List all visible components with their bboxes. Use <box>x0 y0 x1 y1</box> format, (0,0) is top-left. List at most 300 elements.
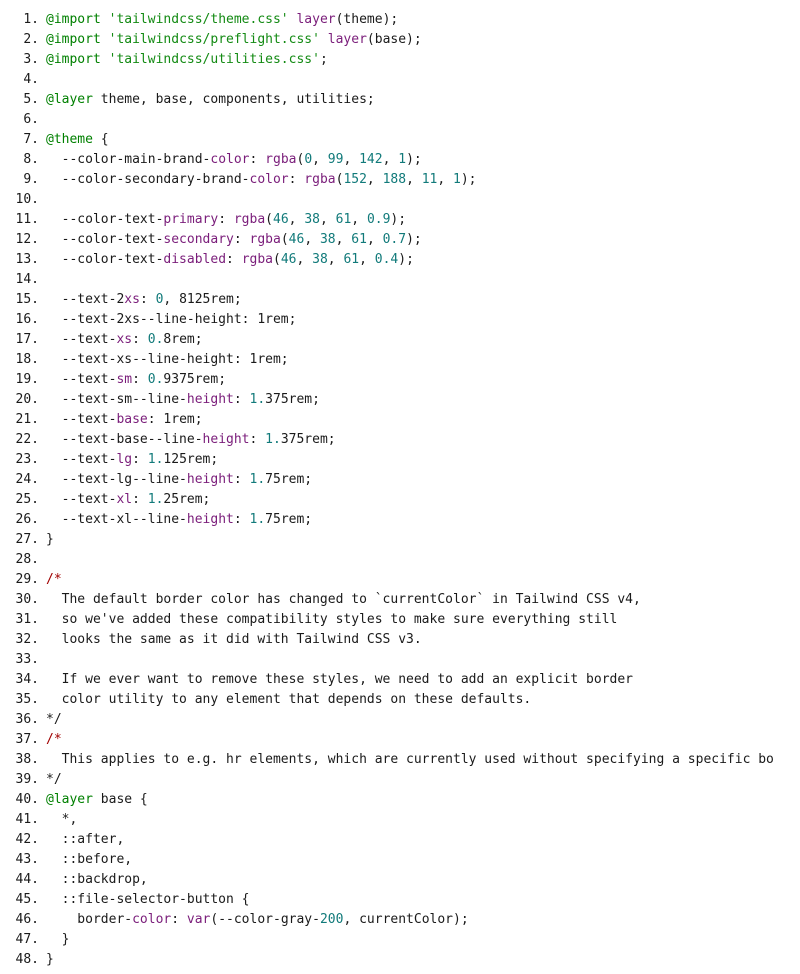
line-code <box>39 670 633 690</box>
code-line <box>0 610 786 630</box>
code-token: height <box>186 392 234 407</box>
code-token: : <box>249 432 266 447</box>
code-token: --text- <box>46 412 117 427</box>
code-token: so we've added these compatibility styles to make sure everything still <box>46 612 618 627</box>
code-line <box>0 650 786 670</box>
code-token: 61 <box>343 252 360 267</box>
code-token: : <box>132 452 148 467</box>
line-number: 4. <box>23 72 39 87</box>
code-token: ( <box>296 152 305 167</box>
code-line <box>0 890 786 910</box>
code-token: , <box>359 252 375 267</box>
code-token: The default border color has changed to `currentColor` in Tailwind CSS v4, <box>46 592 641 607</box>
code-token: 46 <box>273 212 289 227</box>
code-token: color <box>210 152 250 167</box>
line-code <box>39 150 422 170</box>
code-line <box>0 790 786 810</box>
code-token: 'tailwindcss/utilities.css' <box>108 52 320 67</box>
code-token: , <box>343 152 360 167</box>
code-token: 0.7 <box>382 232 407 247</box>
line-number: 47. <box>15 932 39 947</box>
line-number: 41. <box>15 812 39 827</box>
code-token: 1. <box>249 512 266 527</box>
line-number: 20. <box>15 392 39 407</box>
code-token: 152 <box>343 172 367 187</box>
line-code <box>39 710 62 730</box>
line-code <box>39 170 477 190</box>
code-token: ); <box>460 172 477 187</box>
line-number: 2. <box>23 32 39 47</box>
line-number: 23. <box>15 452 39 467</box>
line-number: 26. <box>15 512 39 527</box>
line-code <box>39 750 774 770</box>
code-token: 99 <box>327 152 344 167</box>
code-token: } <box>46 932 70 947</box>
line-code <box>39 830 124 850</box>
code-token: color <box>132 912 172 927</box>
line-code <box>39 850 132 870</box>
line-number: 24. <box>15 472 39 487</box>
code-token: ( <box>335 172 344 187</box>
code-token: @theme <box>46 132 93 147</box>
code-token: disabled <box>163 252 227 267</box>
code-token: secondary <box>163 232 234 247</box>
line-number: 5. <box>23 92 39 107</box>
code-token: : <box>132 372 148 387</box>
code-line <box>0 550 786 570</box>
code-token: */ <box>46 712 62 727</box>
code-token: 1. <box>265 432 281 447</box>
code-token: 61 <box>351 232 367 247</box>
code-line <box>0 370 786 390</box>
line-code <box>39 450 218 470</box>
line-number: 11. <box>15 212 39 227</box>
code-line <box>0 390 786 410</box>
code-token: --text-sm--line- <box>46 392 187 407</box>
code-line <box>0 670 786 690</box>
code-token: , currentColor); <box>343 912 469 927</box>
code-token: 38 <box>319 232 336 247</box>
code-token: color utility to any element that depends on these defaults. <box>46 692 532 707</box>
code-token <box>320 32 328 47</box>
line-number: 29. <box>15 572 39 587</box>
code-token: 200 <box>319 912 344 927</box>
code-line <box>0 850 786 870</box>
code-token: layer <box>327 32 367 47</box>
code-token: , <box>382 152 399 167</box>
line-number: 15. <box>15 292 39 307</box>
code-token: : <box>226 252 242 267</box>
code-line <box>0 270 786 290</box>
code-line <box>0 410 786 430</box>
code-token: : <box>233 512 250 527</box>
code-token: 46 <box>280 252 297 267</box>
line-number: 31. <box>15 612 39 627</box>
line-code <box>39 210 406 230</box>
code-token: 375rem; <box>265 392 320 407</box>
code-token: 'tailwindcss/preflight.css' <box>108 32 320 47</box>
code-token: 188 <box>382 172 407 187</box>
code-token: 8rem; <box>163 332 203 347</box>
line-number: 30. <box>15 592 39 607</box>
code-token: --color-text- <box>46 232 164 247</box>
code-token: 38 <box>312 252 328 267</box>
code-line <box>0 730 786 750</box>
code-token: 0.9 <box>366 212 391 227</box>
code-token: --text- <box>46 372 117 387</box>
line-number: 17. <box>15 332 39 347</box>
line-code <box>39 690 531 710</box>
line-number: 9. <box>23 172 39 187</box>
line-number: 48. <box>15 952 39 967</box>
code-line <box>0 750 786 770</box>
code-token: ::before, <box>46 852 133 867</box>
code-line <box>0 50 786 70</box>
code-token: : <box>218 212 234 227</box>
code-token <box>101 52 109 67</box>
line-code <box>39 790 148 810</box>
code-token: ( <box>280 232 289 247</box>
code-token: 0 <box>304 152 313 167</box>
code-token: : <box>132 332 148 347</box>
code-line <box>0 430 786 450</box>
code-token: xs <box>124 292 140 307</box>
line-code <box>39 470 312 490</box>
code-line <box>0 310 786 330</box>
code-line <box>0 190 786 210</box>
code-token: : <box>233 472 250 487</box>
code-line <box>0 590 786 610</box>
code-token: --color-main-brand- <box>46 152 211 167</box>
code-token: color <box>249 172 289 187</box>
line-code <box>39 870 148 890</box>
code-token: rgba <box>241 252 273 267</box>
code-token: rgba <box>249 232 281 247</box>
line-number: 8. <box>23 152 39 167</box>
code-token: ); <box>390 212 407 227</box>
code-token: layer <box>296 12 336 27</box>
line-number: 36. <box>15 712 39 727</box>
code-token: @import <box>46 12 101 27</box>
code-line <box>0 470 786 490</box>
code-token: xl <box>116 492 133 507</box>
code-token: height <box>202 432 250 447</box>
line-code <box>39 250 414 270</box>
code-token: , <box>288 212 305 227</box>
line-number: 12. <box>15 232 39 247</box>
line-number: 37. <box>15 732 39 747</box>
code-line <box>0 770 786 790</box>
code-line <box>0 870 786 890</box>
code-token: --text-lg--line- <box>46 472 187 487</box>
line-number: 35. <box>15 692 39 707</box>
code-token: @layer <box>46 92 93 107</box>
code-token: This applies to e.g. hr elements, which are currently used without specifying a specific bo <box>46 752 774 767</box>
line-number: 1. <box>23 12 39 27</box>
line-code <box>39 290 242 310</box>
code-token: : <box>249 152 266 167</box>
code-token: rgba <box>265 152 297 167</box>
code-token: --text- <box>46 452 117 467</box>
code-line <box>0 110 786 130</box>
line-code <box>39 730 62 750</box>
code-token: rgba <box>233 212 266 227</box>
line-number: 42. <box>15 832 39 847</box>
code-line <box>0 90 786 110</box>
line-code <box>39 910 469 930</box>
code-line <box>0 10 786 30</box>
code-line <box>0 290 786 310</box>
code-token: 375rem; <box>280 432 336 447</box>
code-line <box>0 570 786 590</box>
code-token: @import <box>46 32 101 47</box>
line-code <box>39 610 617 630</box>
code-token: : 1rem; <box>147 412 203 427</box>
line-code <box>39 390 320 410</box>
line-code <box>39 330 203 350</box>
code-token: theme, base, components, utilities; <box>92 92 375 107</box>
code-line <box>0 170 786 190</box>
code-token: @layer <box>46 792 93 807</box>
line-number: 25. <box>15 492 39 507</box>
code-token: 0. <box>147 332 164 347</box>
code-line <box>0 230 786 250</box>
line-code <box>39 230 422 250</box>
code-line <box>0 350 786 370</box>
code-token: height <box>186 512 234 527</box>
line-code <box>39 30 422 50</box>
code-token: 0 <box>155 292 164 307</box>
line-code <box>39 490 210 510</box>
code-line <box>0 690 786 710</box>
line-number: 34. <box>15 672 39 687</box>
line-code <box>39 90 375 110</box>
code-token: 75rem; <box>265 472 313 487</box>
code-token: var <box>186 912 211 927</box>
line-number: 14. <box>15 272 39 287</box>
code-token: xs <box>116 332 133 347</box>
code-token: lg <box>116 452 133 467</box>
code-token: border- <box>46 912 133 927</box>
line-number: 39. <box>15 772 39 787</box>
code-token: height <box>186 472 234 487</box>
code-token: 1. <box>249 392 266 407</box>
code-token: : <box>171 912 187 927</box>
line-number: 38. <box>15 752 39 767</box>
code-token: --color-text- <box>46 212 164 227</box>
code-token: 46 <box>288 232 305 247</box>
code-token: , <box>437 172 454 187</box>
line-number: 16. <box>15 312 39 327</box>
code-token <box>101 32 109 47</box>
code-token: 1. <box>147 492 164 507</box>
code-token: --text- <box>46 492 117 507</box>
code-token: 125rem; <box>163 452 219 467</box>
line-code <box>39 590 641 610</box>
code-token: ::backdrop, <box>46 872 148 887</box>
line-number: 3. <box>23 52 39 67</box>
line-code <box>39 350 289 370</box>
code-token: --text-2 <box>46 292 125 307</box>
code-token: rgba <box>304 172 336 187</box>
code-line <box>0 910 786 930</box>
line-number: 40. <box>15 792 39 807</box>
code-token: , <box>351 212 367 227</box>
code-line <box>0 250 786 270</box>
line-number: 45. <box>15 892 39 907</box>
code-line <box>0 70 786 90</box>
code-token: , <box>327 252 344 267</box>
line-number: 28. <box>15 552 39 567</box>
line-code <box>39 630 422 650</box>
line-number: 27. <box>15 532 39 547</box>
code-token: (theme); <box>335 12 399 27</box>
line-number: 33. <box>15 652 39 667</box>
code-token: *, <box>46 812 78 827</box>
code-token: : <box>233 232 250 247</box>
line-code <box>39 130 109 150</box>
code-line <box>0 830 786 850</box>
line-code <box>39 10 398 30</box>
line-number: 18. <box>15 352 39 367</box>
code-token: 'tailwindcss/theme.css' <box>108 12 289 27</box>
code-token: ::file-selector-button { <box>46 892 250 907</box>
line-number: 19. <box>15 372 39 387</box>
code-token: , <box>366 172 383 187</box>
code-token: --color-text- <box>46 252 164 267</box>
line-code <box>39 570 62 590</box>
code-token: : <box>288 172 305 187</box>
code-line <box>0 150 786 170</box>
line-code <box>39 310 296 330</box>
code-token: --text-2xs--line-height: 1rem; <box>46 312 297 327</box>
code-token: (base); <box>366 32 422 47</box>
line-code <box>39 370 226 390</box>
code-token: 75rem; <box>265 512 313 527</box>
code-token: : <box>233 392 250 407</box>
code-line <box>0 950 786 970</box>
code-token: --text-base--line- <box>46 432 203 447</box>
code-token: looks the same as it did with Tailwind CSS v3. <box>46 632 422 647</box>
line-code <box>39 430 336 450</box>
code-token: ( <box>273 252 281 267</box>
code-line <box>0 810 786 830</box>
line-number: 10. <box>15 192 39 207</box>
code-token: ); <box>398 252 414 267</box>
line-number: 22. <box>15 432 39 447</box>
code-token: --color-secondary-brand- <box>46 172 250 187</box>
code-line <box>0 130 786 150</box>
code-viewer[interactable] <box>0 10 786 970</box>
code-token: /* <box>46 572 62 587</box>
code-token: , <box>366 232 383 247</box>
line-number: 46. <box>15 912 39 927</box>
code-token: 1. <box>249 472 266 487</box>
code-token: @import <box>46 52 101 67</box>
code-token: : <box>139 292 156 307</box>
code-token: --text-xs--line-height: 1rem; <box>46 352 289 367</box>
code-token: , 8125rem; <box>163 292 242 307</box>
code-token: ( <box>265 212 273 227</box>
code-token: , <box>304 232 320 247</box>
code-token: --text- <box>46 332 117 347</box>
code-token: 38 <box>304 212 320 227</box>
line-number: 43. <box>15 852 39 867</box>
code-line <box>0 530 786 550</box>
code-token: 1 <box>453 172 461 187</box>
code-token: (--color-gray- <box>210 912 320 927</box>
line-number: 44. <box>15 872 39 887</box>
code-token: , <box>406 172 422 187</box>
line-code <box>39 50 328 70</box>
code-token: base { <box>92 792 148 807</box>
code-token: /* <box>46 732 62 747</box>
code-token: 1. <box>147 452 164 467</box>
code-token: --text-xl--line- <box>46 512 187 527</box>
code-line <box>0 30 786 50</box>
code-line <box>0 510 786 530</box>
code-token: ); <box>406 152 422 167</box>
code-token: 11 <box>421 172 438 187</box>
line-number: 7. <box>23 132 39 147</box>
line-code <box>39 810 77 830</box>
line-code <box>39 770 62 790</box>
line-code <box>39 950 54 970</box>
code-token: 1 <box>398 152 407 167</box>
code-token: ); <box>406 232 422 247</box>
line-code <box>39 530 54 550</box>
code-token: base <box>116 412 148 427</box>
code-token: , <box>335 232 352 247</box>
code-token: 61 <box>335 212 352 227</box>
line-number: 32. <box>15 632 39 647</box>
code-line <box>0 710 786 730</box>
code-line <box>0 330 786 350</box>
code-line <box>0 630 786 650</box>
code-token: primary <box>163 212 219 227</box>
code-token: , <box>296 252 313 267</box>
code-token: ::after, <box>46 832 125 847</box>
code-token: { <box>92 132 109 147</box>
code-token: } <box>46 952 54 967</box>
line-code <box>39 410 203 430</box>
code-token: 142 <box>359 152 383 167</box>
code-token: 9375rem; <box>163 372 227 387</box>
line-code <box>39 890 250 910</box>
code-token: : <box>132 492 148 507</box>
code-token: sm <box>116 372 133 387</box>
line-number: 6. <box>23 112 39 127</box>
code-token: , <box>312 152 328 167</box>
code-token: 0.4 <box>374 252 399 267</box>
code-line <box>0 450 786 470</box>
line-code <box>39 510 312 530</box>
code-token: ; <box>319 52 328 67</box>
line-number: 21. <box>15 412 39 427</box>
code-token: , <box>319 212 336 227</box>
code-line <box>0 490 786 510</box>
code-token: 0. <box>147 372 164 387</box>
code-token: If we ever want to remove these styles, we need to add an explicit border <box>46 672 633 687</box>
code-token <box>101 12 109 27</box>
code-token: */ <box>46 772 62 787</box>
line-number: 13. <box>15 252 39 267</box>
line-code <box>39 930 69 950</box>
code-token: } <box>46 532 54 547</box>
code-line <box>0 930 786 950</box>
code-token: 25rem; <box>163 492 211 507</box>
code-line <box>0 210 786 230</box>
